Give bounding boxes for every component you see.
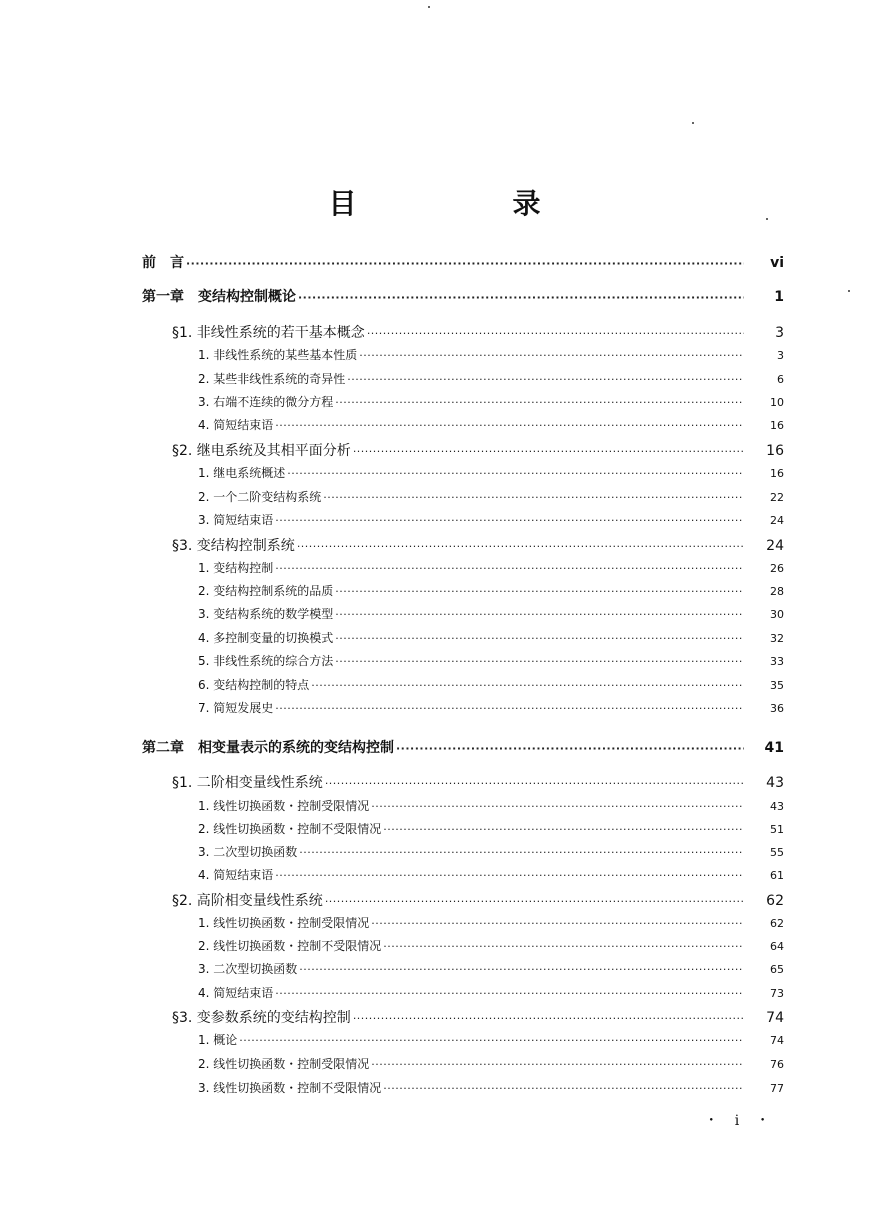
dot-leader (299, 963, 744, 976)
dot-leader (335, 632, 744, 645)
toc-section-entry (172, 322, 784, 342)
dot-leader (396, 742, 744, 755)
toc-subsection-entry (198, 1031, 784, 1048)
toc-entry-label: 1. 概论 (198, 1033, 238, 1047)
toc-entry-page-number: 26 (770, 562, 784, 575)
dot-leader (287, 467, 744, 480)
toc-entry-page-number: 55 (770, 846, 784, 859)
dot-leader (371, 1058, 744, 1071)
toc-entry-page-number: 62 (770, 917, 784, 930)
toc-subsection-entry (198, 699, 784, 716)
dot-leader (347, 373, 744, 386)
toc-subsection-entry (198, 820, 784, 837)
dot-leader (298, 291, 744, 304)
toc-entry-label: 2. 线性切换函数・控制受限情况 (198, 1057, 370, 1071)
scan-speck (692, 122, 694, 124)
toc-entry-page-number: 36 (770, 702, 784, 715)
toc-entry-label: 1. 非线性系统的某些基本性质 (198, 348, 358, 362)
toc-entry-page-number: 22 (770, 491, 784, 504)
toc-entry-page-number: 16 (766, 443, 784, 459)
toc-entry-page-number: 33 (770, 655, 784, 668)
toc-entry-page-number: 43 (766, 775, 784, 791)
toc-entry-label: 2. 一个二阶变结构系统 (198, 490, 322, 504)
toc-entry-label: §1. 非线性系统的若干基本概念 (172, 325, 365, 341)
toc-section-entry (172, 535, 784, 555)
toc-entry-label: 3. 二次型切换函数 (198, 845, 298, 859)
dot-leader (353, 445, 744, 458)
toc-entry-page-number: 16 (770, 467, 784, 480)
dot-leader (383, 823, 744, 836)
dot-leader (275, 869, 744, 882)
dot-leader (275, 987, 744, 1000)
toc-subsection-entry (198, 605, 784, 622)
dot-leader (325, 777, 744, 790)
toc-subsection-entry (198, 652, 784, 669)
toc-subsection-entry (198, 393, 784, 410)
toc-entry-page-number: 32 (770, 632, 784, 645)
dot-leader (275, 514, 744, 527)
toc-section-entry (172, 1007, 784, 1027)
toc-entry-label: 第一章 变结构控制概论 (142, 289, 296, 305)
toc-entry-page-number: 6 (777, 373, 784, 386)
toc-entry-page-number: 16 (770, 419, 784, 432)
toc-entry-page-number: 3 (775, 325, 784, 341)
toc-entry-label: 4. 多控制变量的切换模式 (198, 631, 334, 645)
toc-entry-page-number: 10 (770, 396, 784, 409)
toc-subsection-entry (198, 843, 784, 860)
toc-section-entry (172, 772, 784, 792)
dot-leader (239, 1034, 744, 1047)
toc-entry-page-number: 76 (770, 1058, 784, 1071)
toc-entry-page-number: 43 (770, 800, 784, 813)
toc-subsection-entry (198, 416, 784, 433)
toc-entry-label: 3. 变结构系统的数学模型 (198, 607, 334, 621)
toc-chapter-entry (142, 737, 784, 757)
dot-leader (311, 679, 744, 692)
toc-entry-page-number: 35 (770, 679, 784, 692)
toc-subsection-entry (198, 937, 784, 954)
dot-leader (335, 608, 744, 621)
toc-entry-label: 4. 简短结束语 (198, 418, 274, 432)
toc-subsection-entry (198, 559, 784, 576)
dot-leader (367, 327, 744, 340)
toc-section-entry (172, 890, 784, 910)
scan-speck (766, 218, 768, 220)
toc-entry-page-number: 62 (766, 893, 784, 909)
toc-entry-page-number: 64 (770, 940, 784, 953)
toc-subsection-entry (198, 464, 784, 481)
toc-entry-label: §2. 继电系统及其相平面分析 (172, 443, 351, 459)
toc-entry-page-number: 65 (770, 963, 784, 976)
toc-entry-label: §2. 高阶相变量线性系统 (172, 893, 323, 909)
dot-leader (359, 349, 744, 362)
toc-entry-label: 第二章 相变量表示的系统的变结构控制 (142, 740, 394, 756)
toc-entry-label: 2. 某些非线性系统的奇异性 (198, 372, 346, 386)
dot-leader (335, 396, 744, 409)
toc-entry-label: 3. 右端不连续的微分方程 (198, 395, 334, 409)
page-number-footer: ・ i ・ (704, 1113, 776, 1129)
toc-entry-page-number: vi (770, 255, 784, 271)
toc-entry-label: 2. 变结构控制系统的品质 (198, 584, 334, 598)
dot-leader (335, 655, 744, 668)
toc-entry-page-number: 30 (770, 608, 784, 621)
toc-entry-label: 3. 线性切换函数・控制不受限情况 (198, 1081, 382, 1095)
toc-subsection-entry (198, 676, 784, 693)
toc-entry-label: 前 言 (142, 255, 184, 271)
toc-entry-page-number: 41 (764, 740, 784, 756)
toc-subsection-entry (198, 984, 784, 1001)
toc-chapter-entry (142, 252, 784, 272)
toc-subsection-entry (198, 797, 784, 814)
dot-leader (323, 491, 744, 504)
toc-subsection-entry (198, 914, 784, 931)
toc-entry-label: 6. 变结构控制的特点 (198, 678, 310, 692)
toc-subsection-entry (198, 629, 784, 646)
toc-entry-label: 5. 非线性系统的综合方法 (198, 654, 334, 668)
toc-entry-label: 3. 简短结束语 (198, 513, 274, 527)
toc-entry-page-number: 3 (777, 349, 784, 362)
toc-entry-label: 4. 简短结束语 (198, 868, 274, 882)
toc-entry-page-number: 51 (770, 823, 784, 836)
toc-subsection-entry (198, 1055, 784, 1072)
dot-leader (299, 846, 744, 859)
toc-entry-page-number: 61 (770, 869, 784, 882)
toc-entry-label: 1. 继电系统概述 (198, 466, 286, 480)
toc-chapter-entry (142, 286, 784, 306)
toc-entry-page-number: 28 (770, 585, 784, 598)
toc-subsection-entry (198, 960, 784, 977)
toc-entry-page-number: 73 (770, 987, 784, 1000)
toc-entry-page-number: 1 (774, 289, 784, 305)
dot-leader (371, 917, 744, 930)
toc-entry-label: §3. 变结构控制系统 (172, 538, 295, 554)
toc-subsection-entry (198, 582, 784, 599)
toc-entry-label: §1. 二阶相变量线性系统 (172, 775, 323, 791)
toc-subsection-entry (198, 488, 784, 505)
toc-entry-page-number: 74 (770, 1034, 784, 1047)
toc-entry-label: 3. 二次型切换函数 (198, 962, 298, 976)
toc-entry-page-number: 74 (766, 1010, 784, 1026)
scan-speck (848, 290, 850, 292)
toc-entry-page-number: 24 (766, 538, 784, 554)
toc-subsection-entry (198, 1079, 784, 1096)
toc-entry-label: 2. 线性切换函数・控制不受限情况 (198, 822, 382, 836)
toc-entry-label: §3. 变参数系统的变结构控制 (172, 1010, 351, 1026)
toc-entry-label: 1. 线性切换函数・控制受限情况 (198, 916, 370, 930)
toc-entry-label: 7. 简短发展史 (198, 701, 274, 715)
dot-leader (275, 562, 744, 575)
toc-subsection-entry (198, 346, 784, 363)
toc-entry-label: 2. 线性切换函数・控制不受限情况 (198, 939, 382, 953)
toc-subsection-entry (198, 370, 784, 387)
toc-section-entry (172, 440, 784, 460)
dot-leader (325, 895, 744, 908)
scan-speck (428, 6, 430, 8)
dot-leader (353, 1012, 744, 1025)
toc-subsection-entry (198, 511, 784, 528)
toc-entry-label: 4. 简短结束语 (198, 986, 274, 1000)
page-title: 目 录 (328, 187, 605, 220)
dot-leader (275, 702, 744, 715)
toc-entry-page-number: 77 (770, 1082, 784, 1095)
dot-leader (335, 585, 744, 598)
toc-subsection-entry (198, 866, 784, 883)
toc-entry-page-number: 24 (770, 514, 784, 527)
toc-entry-label: 1. 变结构控制 (198, 561, 274, 575)
dot-leader (383, 1082, 744, 1095)
toc-entry-label: 1. 线性切换函数・控制受限情况 (198, 799, 370, 813)
dot-leader (297, 540, 744, 553)
dot-leader (383, 940, 744, 953)
dot-leader (275, 419, 744, 432)
dot-leader (186, 257, 744, 270)
dot-leader (371, 800, 744, 813)
